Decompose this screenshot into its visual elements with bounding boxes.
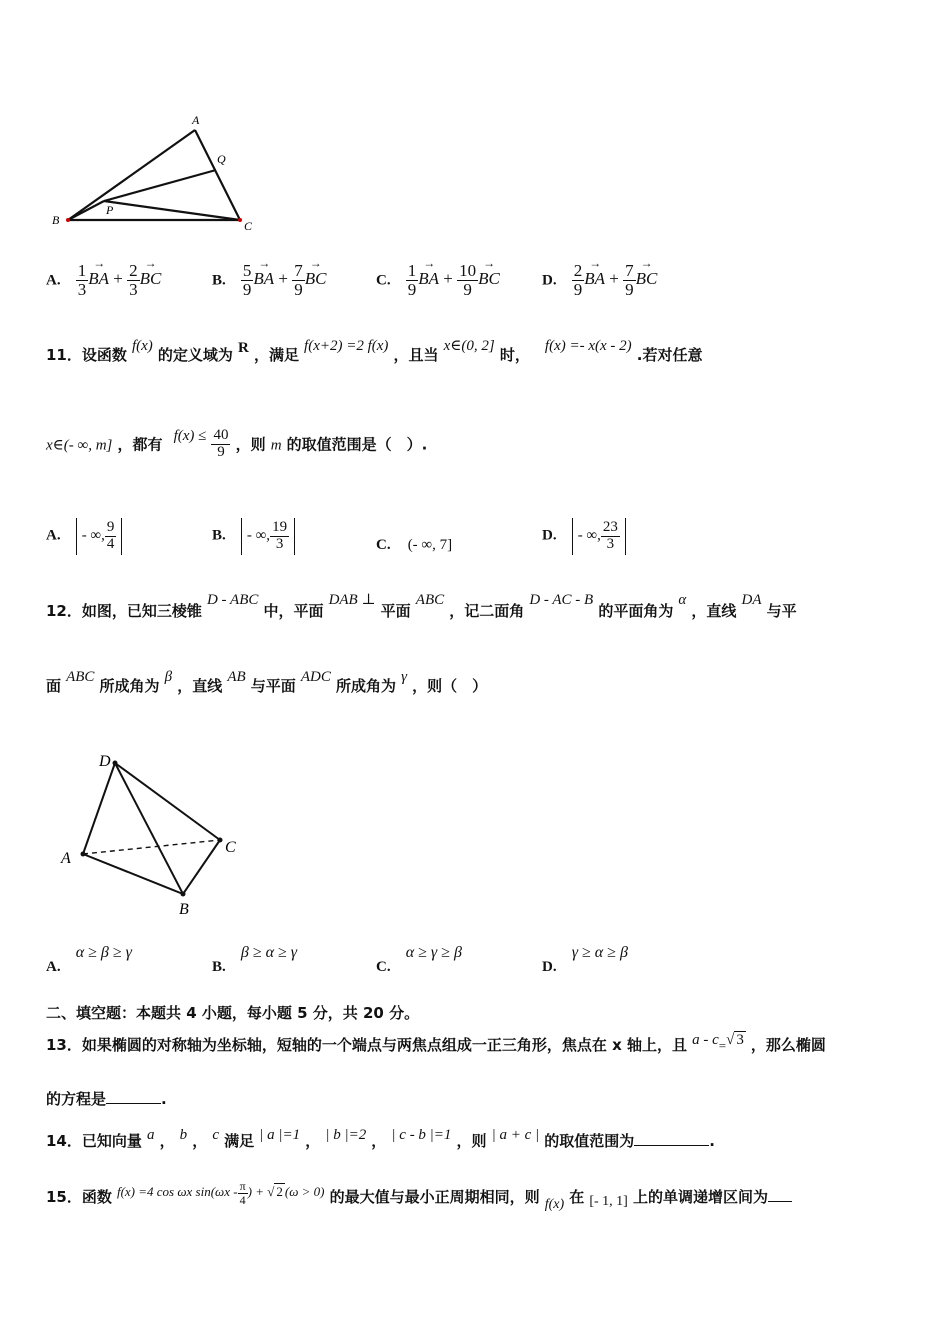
label-b: B [179, 901, 189, 918]
frac-den: 4 [106, 535, 115, 552]
label-a: A [61, 850, 71, 867]
q11-text: ，都有 [117, 435, 163, 454]
frac-den: 3 [129, 279, 138, 299]
q14-math: | a |=1 [259, 1127, 301, 1143]
q14-text: 满足 [224, 1132, 255, 1150]
q12-text: ，记二面角 [449, 602, 525, 620]
q12-option-b[interactable] [212, 942, 298, 975]
frac-den: 3 [606, 535, 615, 552]
frac-den: 9 [217, 443, 225, 460]
option-expr: α ≥ γ ≥ β [405, 944, 462, 961]
frac-num: 40 [213, 427, 229, 443]
q14-text: ，则 [456, 1132, 487, 1150]
option-label: D. [542, 959, 557, 975]
frac-num: 23 [602, 519, 618, 535]
q12-math: D - AC - B [529, 592, 594, 608]
q12-math: γ [401, 669, 407, 685]
q11-stem-line2 [46, 427, 428, 463]
q11-interval: x∈(- ∞, m] [46, 437, 113, 454]
q15-stem: 15．函数 $^{f(x) =4 cos \omega x sin(\omega x - \frac{\pi}{4} ) + √ 2 (\omega > 0)}$ 的最大值与最小正周期相同，则 f(x) 在 [- 1, 1] 上的单调递增区间为 [46, 1186, 792, 1212]
frac-den: 4 [239, 1192, 246, 1207]
frac-num: 19 [272, 519, 288, 535]
q12-math: DAB ⊥ [328, 592, 376, 608]
frac-num: 7 [294, 261, 303, 280]
label-c: C [225, 839, 236, 856]
frac-num: 1 [77, 261, 87, 280]
vector-ba: → BA [584, 269, 605, 289]
q12-text: 的平面角为 [598, 602, 674, 620]
q11-option-c[interactable] [376, 534, 452, 554]
q12-math: ABC [66, 669, 95, 685]
edge-dc [115, 763, 220, 840]
q12-math: DA [741, 592, 762, 608]
q14-answer-blank[interactable] [634, 1145, 709, 1146]
frac-den: 9 [242, 279, 252, 299]
q12-text: 所成角为 [335, 677, 396, 695]
q13-text: 13．如果椭圆的对称轴为坐标轴，短轴的一个端点与两焦点组成一正三角形，焦点在 x 轴上，且 [46, 1036, 687, 1054]
q11-domain: x∈(0, 2] [443, 338, 495, 354]
frac-den: 3 [77, 279, 87, 299]
q14-text: ， [192, 1132, 208, 1150]
label-b: B [52, 213, 60, 227]
q14-math: | b |=2 [325, 1127, 367, 1143]
q15-answer-blank[interactable] [768, 1201, 792, 1202]
q14-math: | a + c | [491, 1127, 540, 1143]
q12-math: ABC [415, 592, 445, 608]
q15-function: ) + [247, 1184, 265, 1200]
label-p: P [106, 203, 114, 217]
vector-bc: → BC [478, 269, 500, 289]
label-c: C [244, 219, 253, 233]
q10-option-a[interactable] [46, 262, 161, 299]
q12-math: β [164, 669, 173, 685]
option-label: C. [376, 272, 391, 289]
q11-text: 的取值范围是（ ）. [286, 435, 428, 454]
option-expr: (- ∞, 7] [407, 537, 453, 553]
vector-b: b [179, 1127, 188, 1143]
frac-den: 3 [275, 535, 284, 552]
frac-num: 2 [573, 261, 583, 280]
q11-definition: f(x) =- x(x - 2) [544, 338, 632, 354]
frac-num: 7 [625, 261, 634, 280]
frac-den: 9 [625, 279, 634, 299]
edge-ab [83, 854, 183, 894]
plus-sign: + [443, 269, 453, 289]
option-expr: γ ≥ α ≥ β [571, 944, 628, 961]
frac-den: 9 [573, 279, 583, 299]
option-label: D. [542, 527, 557, 544]
q14-stem [46, 1127, 715, 1151]
q12-math: D - ABC [206, 592, 259, 608]
vector-a: a [146, 1127, 155, 1143]
edge-ba [68, 130, 195, 220]
q13-stem-line1: 13．如果椭圆的对称轴为坐标轴，短轴的一个端点与两焦点组成一正三角形，焦点在 x 轴上，且 a - c=√ 3 ，那么椭圆 [46, 1032, 826, 1054]
q11-text: 时， [499, 346, 530, 364]
option-label: A. [46, 959, 61, 975]
label-a: A [192, 113, 200, 127]
option-label: B. [212, 272, 226, 289]
q12-text: ，则（ ） [412, 677, 488, 695]
frac-den: 9 [407, 279, 417, 299]
q12-math: α [678, 592, 687, 608]
q11-option-d[interactable] [542, 518, 626, 555]
q15-sqrt-value: 2 [276, 1184, 283, 1200]
q12-math: AB [227, 669, 246, 685]
frac-num: 9 [106, 519, 115, 535]
q14-number: 14．已知向量 [46, 1132, 142, 1150]
q11-text: ，则 [235, 435, 266, 454]
q15-fx: f(x) [544, 1197, 565, 1213]
q12-math: ADC [300, 669, 331, 685]
q13-answer-blank[interactable] [106, 1103, 161, 1104]
q11-text: ，满足 [253, 346, 299, 364]
q14-text: . [709, 1132, 715, 1150]
edge-bp [68, 201, 104, 220]
q11-functional-eq: f(x+2) =2 f(x) [304, 338, 389, 354]
q14-text: ， [159, 1132, 175, 1150]
q13-text: 的方程是 [46, 1090, 107, 1108]
option-expr: β ≥ α ≥ γ [240, 944, 298, 961]
option-expr: α ≥ β ≥ γ [75, 944, 132, 961]
q12-stem-line1 [46, 592, 797, 621]
vector-bc: → BC [636, 269, 658, 289]
q12-option-c[interactable] [376, 942, 462, 975]
q12-text: 平面 [380, 602, 411, 620]
q11-text: ，且当 [393, 346, 439, 364]
plus-sign: + [113, 269, 123, 289]
q12-text: 中，平面 [263, 602, 324, 620]
tetrahedron-figure [55, 748, 255, 920]
q11-text: .若对任意 [636, 346, 703, 364]
q15-interval: [- 1, 1] [589, 1194, 628, 1210]
q14-text: ， [371, 1132, 387, 1150]
edge-da [83, 763, 115, 854]
q15-text: 上的单调递增区间为 [632, 1188, 768, 1207]
q11-option-b[interactable] [212, 518, 295, 555]
q12-stem-line2 [46, 669, 488, 696]
triangle-figure [44, 110, 274, 235]
q12-text: ，直线 [177, 677, 223, 695]
q10-option-b[interactable] [212, 262, 326, 299]
vector-bc: → BC [305, 269, 327, 289]
option-label: B. [212, 959, 226, 975]
frac-den: 9 [294, 279, 303, 299]
frac-num: 10 [459, 261, 477, 280]
q14-text: ， [305, 1132, 321, 1150]
q11-fx: f(x) [131, 338, 153, 354]
plus-sign: + [278, 269, 288, 289]
q12-text: ，直线 [691, 602, 737, 620]
q12-text: 与平 [766, 602, 797, 620]
q13-text: ，那么椭圆 [750, 1036, 826, 1054]
edge-pq [104, 170, 216, 201]
q13-math: a - c [692, 1032, 719, 1048]
section-heading: 二、填空题：本题共 4 小题，每小题 5 分，共 20 分。 [46, 1004, 420, 1022]
option-expr: - ∞, [81, 527, 105, 544]
q12-number: 12．如图，已知三棱锥 [46, 602, 202, 620]
option-label: A. [46, 527, 61, 544]
q11-var-m: m [270, 437, 282, 454]
option-label: D. [542, 272, 557, 289]
q11-text: 的定义域为 [157, 346, 233, 364]
q11-number: 11．设函数 [46, 346, 127, 364]
q11-inequality: f(x) ≤ [173, 427, 207, 444]
q14-text: 的取值范围为 [544, 1132, 635, 1150]
frac-num: π [239, 1179, 246, 1193]
vector-ba: → BA [418, 269, 439, 289]
option-label: C. [376, 959, 391, 975]
q15-number: 15．函数 [46, 1188, 112, 1207]
plus-sign: + [609, 269, 619, 289]
q12-option-a[interactable] [46, 942, 132, 975]
q12-text: 所成角为 [99, 677, 160, 695]
q12-option-d[interactable] [542, 942, 628, 975]
edge-db [115, 763, 183, 894]
option-label: B. [212, 527, 226, 544]
q14-math: | c - b |=1 [391, 1127, 452, 1143]
q13-text: . [161, 1090, 167, 1108]
vector-bc: → BC [140, 269, 162, 289]
option-label: C. [376, 537, 391, 553]
vector-ba: → BA [253, 269, 274, 289]
edge-bc [183, 840, 220, 894]
vector-c: c [212, 1127, 220, 1143]
q11-stem-line1 [46, 338, 703, 365]
label-d: D [99, 753, 111, 770]
q11-option-a[interactable] [46, 518, 122, 555]
edge-pc [104, 201, 240, 220]
q10-option-d[interactable] [542, 262, 657, 299]
q11-real-set: R [238, 340, 249, 356]
option-expr: - ∞, [577, 527, 601, 544]
q15-function: f(x) =4 cos ωx sin(ωx - [116, 1184, 238, 1200]
q10-option-c[interactable] [376, 262, 500, 299]
frac-den: 9 [463, 279, 472, 299]
q13-stem-line2 [46, 1088, 167, 1109]
q13-equals: = [718, 1038, 727, 1053]
option-expr: - ∞, [246, 527, 271, 544]
q15-text: 在 [569, 1188, 585, 1207]
q12-text: 面 [46, 677, 62, 695]
vector-ba: → BA [88, 269, 109, 289]
edge-ac-hidden [83, 840, 220, 854]
q12-text: 与平面 [250, 677, 296, 695]
frac-num: 1 [407, 261, 417, 280]
q15-function: (ω > 0) [284, 1184, 325, 1200]
q13-sqrt-value: 3 [736, 1032, 744, 1048]
frac-num: 5 [242, 261, 252, 280]
label-q: Q [217, 152, 226, 166]
option-label: A. [46, 272, 61, 289]
q15-text: 的最大值与最小正周期相同，则 [329, 1188, 540, 1207]
frac-num: 2 [129, 261, 138, 280]
